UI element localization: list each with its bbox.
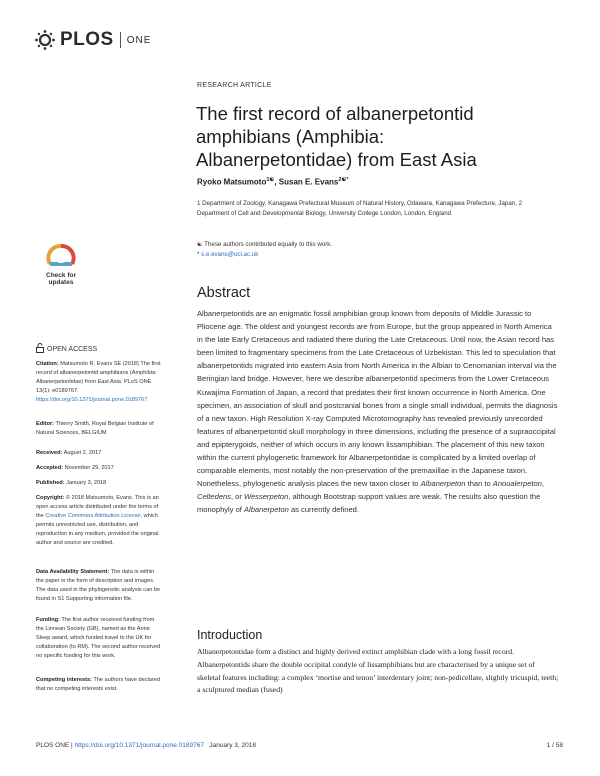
footer-date: January 3, 2018 — [209, 742, 256, 749]
data-availability-text: The data is within the paper in the form of description and images. The data used in the phylogenetic analysis can be found in S1 Supporting information file. — [36, 569, 161, 603]
funding-label: Funding: — [36, 617, 60, 623]
abstract-part: , — [541, 479, 545, 489]
taxon-name: Anoualerpeton — [492, 479, 542, 489]
taxon-name: Albanerpeton — [243, 505, 289, 515]
open-lock-icon — [36, 343, 44, 355]
badge-line2: updates — [48, 279, 74, 286]
citation-doi-link[interactable]: https://doi.org/10.1371/journal.pone.0189767 — [36, 397, 148, 404]
page-number: 1 / 58 — [546, 742, 563, 749]
footer-citation — [36, 742, 256, 749]
abstract-part: Albanerpetontids are an enigmatic fossil amphibian group known from deposits of Middle Jurassic to Pliocene age. The oldest and youngest records are from Europe, but the group appeared in North America in the late Early Cretaceous and radiated there during the Late Cretaceous. Until now, the Asian record has been limited to fragmentary specimens from the Late Cretaceous of Uzbekistan. This led to speculation that albanerpetontids migrated into eastern Asia from North America in the Albian to Cenomanian interval via the Beringian land bridge. However, here we describe albanerpetontid specimens from the Lower Cretaceous Kuwajima Formation of Japan, a record that predates their first known occurrence in North America. One specimen, an association of skull and postcranial bones from a single small individual, permits the diagnosis of a new taxon. High Resolution X-ray Computed Microtomography has revealed previously unrecorded features of albanerpetontid skull morphology in three dimensions, including the presence of a supraoccipital and epipterygoids, neither of which occurs in any known lissamphibian. The placement of this new taxon within the current phylogenetic framework for Albanerpetontidae is complicated by a limited overlap of comparable elements, most notably the non-preservation of the premaxillae in the Japanese taxon. Nonetheless, phylogenetic analysis places the new taxon closer to — [197, 309, 558, 489]
abstract-part: , although Bootstrap support values are weak. The results also question the monophyly of — [197, 492, 541, 515]
funding-text: The first author received funding from the Linnean Society (GB), named as the Anne Sleep award, which funded travel to the UK for collaboration (to RM). The second author received no specific funding for this work. — [36, 617, 161, 660]
badge-line1: Check for — [46, 272, 76, 279]
article-type: RESEARCH ARTICLE — [197, 82, 272, 89]
introduction-heading: Introduction — [197, 628, 263, 642]
copyright-label: Copyright: — [36, 495, 65, 501]
editor-block — [36, 420, 162, 438]
data-availability-label: Data Availability Statement: — [36, 569, 110, 575]
taxon-name: Albanerpeton — [420, 479, 466, 489]
editor-text: Thierry Smith, Royal Belgian Institute of Natural Sciences, BELGIUM — [36, 421, 154, 437]
taxon-name: Wesserpeton — [244, 492, 289, 502]
accepted-label: Accepted: — [36, 465, 64, 471]
competing-text: The authors have declared that no competing interests exist. — [36, 677, 160, 693]
logo-divider — [120, 32, 121, 48]
contribution-note: ☯ These authors contributed equally to this work. — [197, 241, 333, 248]
published-date: January 3, 2018 — [66, 480, 107, 486]
footer-journal: PLOS ONE — [36, 742, 70, 749]
published-block — [36, 479, 162, 488]
abstract-part: than to — [465, 479, 493, 489]
introduction-text: Albanerpetontidae form a distinct and highly derived extinct amphibian clade with a long fossil record. Albanerpetontids share the double occipital condyle of lissamphibians but are characterised by a unique set of skeletal features including: a complex ‘mortise and tenon’ interdentary joint; non-pedicellate, slightly tricuspid, teeth; a sculptured median (fused) — [197, 647, 559, 695]
check-updates-icon — [36, 244, 86, 272]
citation-text: Matsumoto R, Evans SE (2018) The first record of albanerpetontid amphibians (Amphibia: Albanerpetontidae) from East Asia. PLoS ONE 13(1): e0189767. — [36, 361, 161, 395]
citation-label: Citation: — [36, 361, 59, 367]
received-label: Received: — [36, 450, 63, 456]
logo-journal: ONE — [126, 34, 152, 46]
page-footer — [36, 742, 563, 749]
competing-label: Competing interests: — [36, 677, 92, 683]
check-for-updates-badge[interactable] — [36, 244, 86, 290]
received-date: August 2, 2017 — [63, 450, 102, 456]
author-name[interactable]: Susan E. Evans — [278, 177, 339, 187]
footer-doi-link[interactable]: https://doi.org/10.1371/journal.pone.0189767 — [74, 742, 204, 749]
competing-interests-block — [36, 676, 162, 694]
abstract-part: , or — [230, 492, 244, 502]
article-title: The first record of albanerpetontid amphibians (Amphibia: Albanerpetontidae) from East Asia — [196, 103, 477, 170]
taxon-name: Celtedens — [197, 492, 231, 502]
author-name[interactable]: Ryoko Matsumoto — [197, 177, 267, 187]
citation-block — [36, 360, 162, 405]
accepted-block — [36, 464, 162, 473]
received-block — [36, 449, 162, 458]
funding-block — [36, 616, 162, 661]
author-affiliation-mark: 1☯ — [266, 177, 275, 183]
affiliations: 1 Department of Zoology, Kanagawa Prefectural Museum of Natural History, Odawara, Kanagawa Prefecture, Japan, 2 Department of Cell and Developmental Biology, University College London, London, England — [197, 200, 523, 217]
abstract-heading: Abstract — [197, 285, 251, 301]
plos-one-logo[interactable] — [34, 30, 151, 50]
author-list: Ryoko Matsumoto$^{1☯}$, Susan E. Evans$^{2☯*}$ — [197, 177, 349, 187]
copyright-block — [36, 494, 162, 549]
accepted-date: November 29, 2017 — [64, 465, 114, 471]
footer-separator: | — [69, 742, 75, 749]
license-link[interactable]: Creative Commons Attribution License — [45, 513, 141, 520]
author-affiliation-mark: 2☯* — [338, 177, 349, 183]
plos-logo-mark-icon — [34, 29, 56, 51]
abstract-part: as currently defined. — [288, 505, 359, 515]
copyright-text: © 2018 Matsumoto, Evans. This is an open access article distributed under the terms of the — [36, 495, 159, 520]
data-availability-block — [36, 568, 162, 604]
published-label: Published: — [36, 480, 65, 486]
logo-text: PLOS — [60, 29, 114, 50]
email-link[interactable]: s.e.evans@ucl.ac.uk — [201, 251, 259, 258]
open-access-text: OPEN ACCESS — [47, 345, 98, 353]
corresponding-email: * s.e.evans@ucl.ac.uk — [197, 251, 259, 258]
editor-label: Editor: — [36, 421, 55, 427]
abstract-text — [197, 307, 559, 517]
copyright-text-end: , which permits unrestricted use, distribution, and reproduction in any medium, provided the original author and source are credited. — [36, 513, 159, 547]
open-access-label — [36, 343, 97, 355]
